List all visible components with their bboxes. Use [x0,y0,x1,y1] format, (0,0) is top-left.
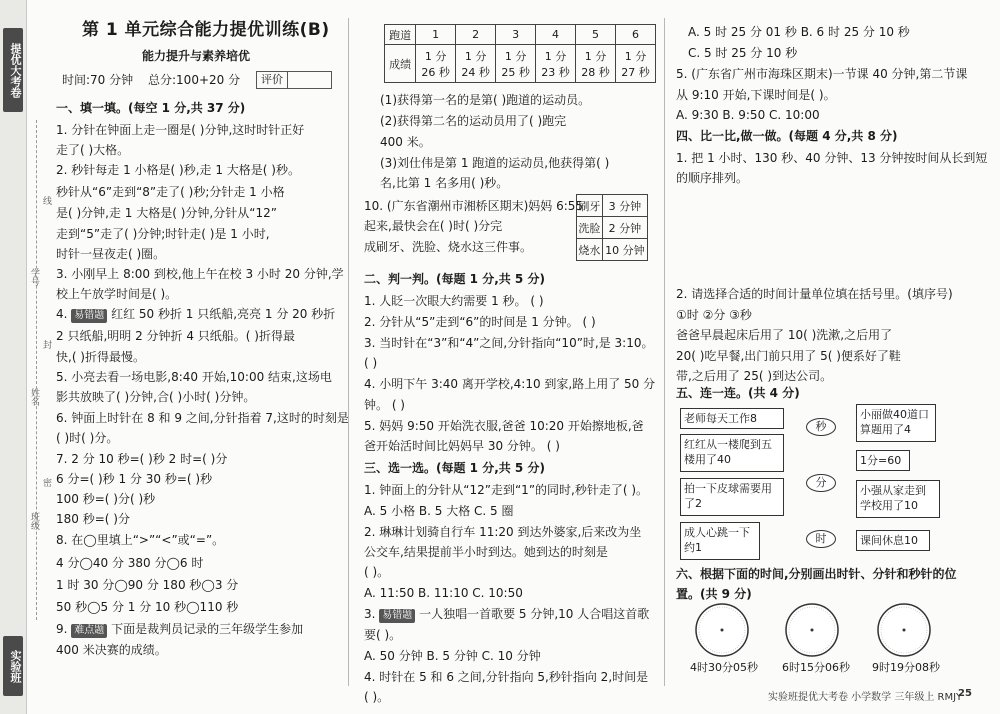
judge-3-line1: 3. 当时针在“3”和“4”之间,分针指向“10”时,是 3:10。 [364,336,654,350]
connect-right-2: 1分=60 [856,450,910,471]
q1-line2: 走了( )大格。 [56,143,130,157]
table-header-4: 4 [536,25,576,45]
q2-line1: 2. 秒针每走 1 小格是( )秒,走 1 大格是( )秒。 [56,163,300,177]
section-4-heading: 四、比一比,做一做。(每题 4 分,共 8 分) [676,129,898,143]
table-cell [616,45,656,83]
unit-options: ①时 ②分 ③秒 [676,308,752,322]
judge-2: 2. 分针从“5”走到“6”的时间是 1 分钟。 ( ) [364,315,596,329]
cell-sec: 25 秒 [501,65,530,79]
choice-3-line1 [364,606,649,623]
table-cell [456,45,496,83]
table-header-3: 3 [496,25,536,45]
task-duration: 3 分钟 [602,195,647,217]
left-spine [0,0,52,714]
cell-min: 1 分 [544,49,567,63]
q9-tag: 难点题 [71,624,107,638]
q8-row2: 1 时 30 分◯90 分 180 秒◯3 分 [56,578,239,592]
time-limit: 时间:70 分钟 [62,73,134,87]
table-cell [416,45,456,83]
q2-line3: 是( )分钟,走 1 大格是( )分钟,分针从“12” [56,206,277,220]
choice-4-options-c: C. 5 时 25 分 10 秒 [688,46,798,60]
judge-4-line1: 4. 小明下午 3:40 离开学校,4:10 到家,路上用了 50 分 [364,377,656,391]
q5-line2: 影共放映了( )分钟,合( )小时( )分钟。 [56,390,256,404]
cell-min: 1 分 [624,49,647,63]
footer-text: 实验班提优大考卷 小学数学 三年级上 RMJY [768,692,963,703]
choice-5-options: A. 9:30 B. 9:50 C. 10:00 [676,108,820,122]
total-score: 总分:100+20 分 [148,73,241,87]
q7-line3: 100 秒=( )分( )秒 [56,492,156,506]
q4-tag: 易错题 [71,309,107,323]
cell-sec: 23 秒 [541,65,570,79]
choice-2-options: A. 11:50 B. 11:10 C. 10:50 [364,586,523,600]
judge-5-line1: 5. 妈妈 9:50 开始洗衣服,爸爸 10:20 开始擦地板,爸 [364,419,644,433]
q9-2-line1: (2)获得第二名的运动员用了( )跑完 [380,114,567,128]
section-3-heading: 三、选一选。(每题 1 分,共 5 分) [364,461,545,475]
table-cell [536,45,576,83]
seal-line [36,120,37,620]
spine-seal-1: 线 [41,196,51,205]
connect-left-2: 红红从一楼爬到五楼用了40 [680,434,784,472]
choice-5-line1: 5. (广东省广州市海珠区期末)一节课 40 分钟,第二节课 [676,67,968,81]
choice-2-line3: ( )。 [364,565,390,579]
compare-1-line2: 的顺序排列。 [676,171,749,185]
connect-mid-hour: 时 [806,530,836,548]
cell-sec: 27 秒 [621,65,650,79]
q7-line2: 6 分=( )秒 1 分 30 秒=( )秒 [56,472,213,486]
cell-sec: 28 秒 [581,65,610,79]
choice-3-number: 3. [364,607,376,621]
connect-mid-sec: 秒 [806,418,836,436]
task-name: 烧水 [577,239,603,261]
q6-line2: ( )时( )分。 [56,431,119,445]
section-6-heading-line2: 置。(共 9 分) [676,587,752,601]
clock-face-3[interactable] [876,602,932,658]
middle-column [358,0,658,714]
cell-min: 1 分 [584,49,607,63]
q5-line1: 5. 小亮去看一场电影,8:40 开始,10:00 结束,这场电 [56,370,332,384]
spine-seal-3: 密 [41,478,51,487]
clock-face-1[interactable] [694,602,750,658]
table-row-label: 成绩 [385,45,416,83]
table-header-1: 1 [416,25,456,45]
cell-sec: 24 秒 [461,65,490,79]
q7-line4: 180 秒=( )分 [56,512,130,526]
q10-line1: 10. (广东省潮州市湘桥区期末)妈妈 6:55 [364,199,584,213]
clock-label-2: 6时15分06秒 [782,661,850,674]
choice-3-tag: 易错题 [379,609,415,623]
choice-4-options-ab: A. 5 时 25 分 01 秒 B. 6 时 25 分 10 秒 [688,25,910,39]
judge-1: 1. 人眨一次眼大约需要 1 秒。 ( ) [364,294,544,308]
column-divider-2 [664,18,665,686]
choice-2-line2: 公交车,结果提前半小时到达。她到达的时刻是 [364,545,608,559]
compare-2-line3: 带,之后用了 25( )到达公司。 [676,369,833,383]
table-header-6: 6 [616,25,656,45]
judge-3-line2: ( ) [364,356,378,370]
cell-sec: 26 秒 [421,65,450,79]
connect-left-4: 成人心跳一下约1 [680,522,760,560]
cell-min: 1 分 [504,49,527,63]
q8-heading: 8. 在◯里填上“>”“<”或“=”。 [56,533,225,547]
compare-2-heading: 2. 请选择合适的时间计量单位填在括号里。(填序号) [676,287,953,301]
q10-line2: 起来,最快会在( )时( )分完 [364,219,503,233]
choice-3-line2: 要( )。 [364,628,402,642]
spine-school: 学号 [29,268,39,286]
connect-right-1: 小丽做40道口算题用了4 [856,404,936,442]
q2-line4: 走到“5”走了( )分钟;时针走( )是 1 小时, [56,227,270,241]
choice-4-line1: 4. 时针在 5 和 6 之间,分针指向 5,秒针指向 2,时间是 [364,670,649,684]
q4-line2: 2 只纸船,明明 2 分钟折 4 只纸船。( )折得最 [56,329,295,343]
q9-line2: 400 米决赛的成绩。 [56,643,167,657]
task-name: 刷牙 [577,195,603,217]
q9-3-line1: (3)刘仕伟是第 1 跑道的运动员,他获得第( ) [380,156,610,170]
spine-brand-top: 提优大考卷 [3,28,23,112]
connect-left-1: 老师每天工作8 [680,408,784,429]
table-header-2: 2 [456,25,496,45]
page-subtitle: 能力提升与素养培优 [142,49,251,63]
connect-right-3: 小强从家走到学校用了10 [856,480,940,518]
connect-mid-min: 分 [806,474,836,492]
spine-name: 姓名 [29,388,39,406]
q9-number: 9. [56,622,68,636]
q4-line1 [56,306,335,323]
q4-line3: 快,( )折得最慢。 [56,350,145,364]
table-cell [496,45,536,83]
page-title: 第 1 单元综合能力提优训练(B) [82,20,330,40]
task-time-table [576,194,648,261]
table-header-lane: 跑道 [385,25,416,45]
q3-line1: 3. 小刚早上 8:00 到校,他上午在校 3 小时 20 分钟,学 [56,267,344,281]
clock-face-2[interactable] [784,602,840,658]
spine-brand-bottom: 实验班 [3,636,23,696]
race-results-table [384,24,656,83]
connect-right-4: 课间休息10 [856,530,930,551]
q9-2-line2: 400 米。 [380,135,431,149]
rating-label: 评价 [257,72,288,88]
q10-line3: 成刷牙、洗脸、烧水这三件事。 [364,240,533,254]
cell-min: 1 分 [424,49,447,63]
q2-line2: 秒针从“6”走到“8”走了( )秒;分针走 1 小格 [56,185,285,199]
spine-seal-2: 封 [41,340,51,349]
judge-5-line2: 爸开始活时间比妈妈早 30 分钟。 ( ) [364,439,560,453]
section-5-heading: 五、连一连。(共 4 分) [676,386,800,400]
choice-3-options: A. 50 分钟 B. 5 分钟 C. 10 分钟 [364,649,541,663]
table-cell [576,45,616,83]
spine-class: 班级 [29,512,39,530]
q8-row1: 4 分◯40 分 380 分◯6 时 [56,556,204,570]
cell-min: 1 分 [464,49,487,63]
rating-box[interactable] [256,71,332,89]
q7-line1: 7. 2 分 10 秒=( )秒 2 时=( )分 [56,452,228,466]
choice-1-options: A. 5 小格 B. 5 大格 C. 5 圈 [364,504,514,518]
q4-text: 红红 50 秒折 1 只纸船,亮亮 1 分 20 秒折 [107,307,336,321]
clock-label-3: 9时19分08秒 [872,661,940,674]
judge-4-line2: 钟。 ( ) [364,398,405,412]
clock-label-1: 4时30分05秒 [690,661,758,674]
choice-3-text: 一人独唱一首歌要 5 分钟,10 人合唱这首歌 [415,607,650,621]
column-divider-1 [348,18,349,686]
choice-4-line2: ( )。 [364,690,390,704]
choice-2-line1: 2. 琳琳计划骑自行车 11:20 到达外婆家,后来改为坐 [364,525,642,539]
q6-line1: 6. 钟面上时针在 8 和 9 之间,分针指着 7,这时的时刻是 [56,411,349,425]
compare-2-line1: 爸爸早晨起床后用了 10( )洗漱,之后用了 [676,328,893,342]
table-header-5: 5 [576,25,616,45]
task-duration: 10 分钟 [602,239,647,261]
q9-line1 [56,621,303,638]
q9-3-line2: 名,比第 1 名多用( )秒。 [380,176,509,190]
q2-line5: 时针一昼夜走( )圈。 [56,247,166,261]
q4-number: 4. [56,307,68,321]
q9-text: 下面是裁判员记录的三年级学生参加 [107,622,304,636]
section-6-heading-line1: 六、根据下面的时间,分别画出时针、分针和秒针的位 [676,567,957,581]
q9-1: (1)获得第一名的是第( )跑道的运动员。 [380,93,591,107]
right-column [672,0,990,714]
section-2-heading: 二、判一判。(每题 1 分,共 5 分) [364,272,545,286]
compare-1-line1: 1. 把 1 小时、130 秒、40 分钟、13 分钟按时间从长到短 [676,151,988,165]
q3-line2: 校上午放学时间是( )。 [56,287,178,301]
choice-5-line2: 从 9:10 开始,下课时间是( )。 [676,88,836,102]
compare-2-line2: 20( )吃早餐,出门前只用了 5( )便系好了鞋 [676,349,901,363]
q1-line1: 1. 分针在钟面上走一圈是( )分钟,这时时针正好 [56,123,305,137]
section-1-heading: 一、填一填。(每空 1 分,共 37 分) [56,101,246,115]
task-duration: 2 分钟 [602,217,647,239]
connect-left-3: 拍一下皮球需要用了2 [680,478,784,516]
left-column [52,0,349,714]
page-number: 25 [958,688,972,699]
q8-row3: 50 秒◯5 分 1 分 10 秒◯110 秒 [56,600,239,614]
task-name: 洗脸 [577,217,603,239]
choice-1: 1. 钟面上的分针从“12”走到“1”的同时,秒针走了( )。 [364,483,649,497]
